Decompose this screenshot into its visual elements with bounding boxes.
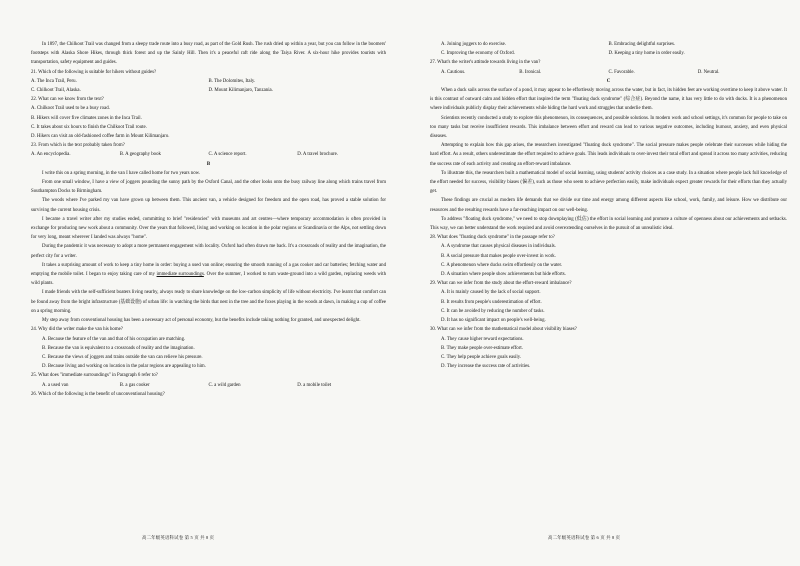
- question-27: 27. What's the writer's attitude towards living in the van?: [430, 60, 541, 66]
- question-30: 30. What can we infer from the mathematical model about visibility biases?: [430, 327, 577, 333]
- question-26-options: [430, 40, 787, 58]
- question-28: 28. What does "floating duck syndrome" in the passage refer to?: [430, 235, 555, 241]
- option: D. Keeping a tiny home in order easily.: [608, 51, 685, 57]
- option: B. They make people over-estimate effort.: [441, 345, 523, 351]
- option: D. Mount Kilimanjaro, Tanzania.: [208, 88, 273, 94]
- question-24: 24. Why did the writer make the van his home?: [31, 327, 123, 333]
- option: C. They help people achieve goals easily.: [441, 354, 522, 360]
- question-23: 23. From which is the text probably taken from?: [31, 143, 125, 149]
- right-column: [430, 40, 787, 371]
- option: A. A syndrome that causes physical diseases in individuals.: [441, 244, 556, 250]
- left-column: [31, 40, 386, 399]
- option: C. Because the views of joggers and trains outside the van can relieve his pressure.: [42, 354, 203, 360]
- option: D. Neutral.: [697, 69, 720, 75]
- text-run: . Over the summer, I worked to turn waste-ground into a wild garden, replacing weeds with wild plants.: [31, 272, 387, 287]
- page-footer-left: 高二年级英语科试卷 第 5 页 共 8 页: [142, 535, 215, 540]
- passage-paragraph: My step away from conventional housing has been a necessary act of personal economy, but the benefits include taking nothing for granted, and unexpected delight.: [42, 318, 361, 324]
- passage-paragraph: I became a travel writer after my studies ended, committing to brief "residencies" with museums and art centres—where temporary accommodation is often provided in exchange for producing new work about a community. Over the years that followed, living and working on location in the polar regions or Scandinavia or the Alps, not settling down for very long, meant wherever I landed was always "home".: [31, 216, 386, 241]
- option: D. A travel brochure.: [297, 152, 339, 158]
- page-footer-right: 高二年级英语科试卷 第 6 页 共 8 页: [548, 535, 621, 540]
- option: A. It is mainly caused by the lack of social support.: [441, 290, 541, 296]
- passage-b-heading: B: [206, 161, 211, 167]
- passage-c-heading: C: [606, 78, 611, 84]
- option: A. They cause higher reward expectations.: [441, 336, 524, 342]
- option: A. The Inca Trail, Peru.: [31, 78, 77, 84]
- passage-paragraph: These findings are crucial as modern life demands that we divide our time and energy among different aspects like school, work, family, and leisure. How we distribute our resources and the resulting rewards have a far-reaching impact on our well-being.: [430, 198, 787, 213]
- option: B. The Dolomites, Italy.: [208, 78, 256, 84]
- passage-paragraph: When a duck sails across the surface of a pond, it may appear to be effortlessly moving across the water, but in fact, its hidden feet are working overtime to keep it above water. It is this contrast of outward calm and hidden effort that inspired the term "floating duck syndrome" (综合症). Beyond the name, it has very little to do with ducks. It is a phenomenon where individuals publicly display their achievements while hiding the hard work and struggles that underlie them.: [430, 88, 787, 112]
- option: C. A science report.: [208, 152, 247, 158]
- option: C. Favorable.: [608, 69, 635, 75]
- option: C. Chilkoot Trail, Alaska.: [31, 88, 81, 94]
- option: D. Because living and working on location in the polar regions are appealing to him.: [42, 364, 206, 370]
- passage-paragraph: Scientists recently conducted a study to explore this phenomenon, its consequences, and possible solutions. In modern work and school settings, it's common for people to take on too many tasks but receive insufficient rewards. This imbalance between effort and reward can lead to various negative outcomes, including burnout, anxiety, and even physical diseases.: [430, 115, 787, 140]
- option: C. A phenomenon where ducks swim effortlessly on the water.: [441, 262, 563, 268]
- option: A. Cautious.: [441, 69, 466, 75]
- option: A. Chilkoot Trail used to be a busy road.: [31, 106, 110, 112]
- option: B. a gas cooker: [119, 382, 150, 388]
- passage-paragraph: Attempting to explain how this gap arises, the researchers investigated "floating duck syndrome". The social pressure makes people celebrate their successes while hiding the hard effort. As a result, others underestimate the effort required to achieve goals. This leads individuals to over-invest their total effort and spread it across too many activities, reducing the success rate of each activity and creating an effort-reward imbalance.: [430, 143, 787, 167]
- option: B. Because the van is equivalent to a crossroads of reality and the imagination.: [42, 345, 195, 351]
- option: B. Embracing delightful surprises.: [608, 42, 676, 47]
- underlined-phrase: immediate surroundings: [156, 272, 204, 278]
- option: C. a wild garden: [208, 382, 241, 388]
- question-21-options: [31, 77, 386, 95]
- option: D. Hikers can visit an old-fashioned coffee farm in Mount Kilimanjaro.: [31, 134, 170, 140]
- option: C. Improving the economy of Oxford.: [441, 51, 515, 57]
- column-gutter: [399, 30, 400, 530]
- option: A. An encyclopedia.: [31, 152, 71, 158]
- question-21: 21. Which of the following is suitable for hikers without guides?: [31, 69, 157, 75]
- option: D. A situation where people show achievements but hide efforts.: [441, 272, 566, 278]
- question-22: 22. What can we know from the text?: [31, 97, 104, 103]
- question-23-options: [31, 150, 386, 159]
- option: D. It has no significant impact on people's well-being.: [441, 318, 546, 324]
- passage-paragraph: To address "floating duck syndrome," we need to stop downplaying (低估) the effort in social learning and promote a culture of openness about our achievements and setbacks. This way, we can better understand the work required and avoid overextending ourselves in the pursuit of an unrealistic ideal.: [430, 216, 787, 232]
- passage-paragraph: I write this on a spring morning, in the van I have called home for two years now.: [42, 170, 201, 176]
- option: C. It takes about six hours to finish the Chilkoot Trail route.: [31, 124, 147, 130]
- option: B. A social pressure that makes people over-invest in work.: [441, 253, 556, 259]
- option: B. Ironical.: [519, 69, 542, 75]
- option: B. It results from people's underestimation of effort.: [441, 299, 542, 305]
- passage-paragraph: The woods where I've parked my van have grown up between them. This ancient van, a vehicle designed for freedom and the open road, has proved a stable solution for surviving the current housing crisis.: [31, 198, 386, 213]
- passage-paragraph: I made friends with the self-sufficient boaters living nearby, always ready to share knowledge on the low-carbon simplicity of life without electricity. I've learnt that comfort can be found away from the bright infrastructure (基础设施) of urban life: in watching the birds that nest in the tree and the foxes playing in the woods at dawn, in making a cup of coffee on a spring morning.: [31, 290, 386, 314]
- option: A. Because the feature of the van and that of his occupation are matching.: [42, 336, 186, 342]
- option: D. a mobile toilet: [297, 382, 332, 388]
- passage-paragraph: During the pandemic it was necessary to adopt a more permanent engagement with locality. Oxford had often drawn me back. It's a crossroads of reality and the imagination, the perfect city for a writer.: [31, 244, 386, 259]
- option: A. a used van: [42, 382, 69, 388]
- question-25: 25. What does "immediate surroundings" in Paragraph 6 refer to?: [31, 373, 158, 379]
- option: C. It can be avoided by reducing the number of tasks.: [441, 308, 545, 314]
- question-27-options: [430, 68, 787, 77]
- option: A. Joining joggers to do exercise.: [441, 42, 506, 47]
- passage-paragraph: From one small window, I have a view of joggers pounding the sunny path by the Oxford Canal, and the other looks onto the busy railway line along which trains travel from Southampton Docks to Birmingham.: [31, 180, 386, 195]
- passage-paragraph: To illustrate this, the researchers built a mathematical model of social learning, using students' activity choices as a case study. In a situation where people lack full knowledge of the effort needed for success, visibility biases (偏差), such as those who seem to achieve perfection easily, make individuals expect greater rewards for their efforts than they actually get.: [430, 170, 787, 195]
- chilkoot-paragraph: In 1897, the Chilkoot Trail was changed from a sleepy trade route into a busy road, as part of the Gold Rush. The rush dried up within a year, but you can follow in the boomers' footsteps with Alaska Shore Hikes, through thick forest and up the Sainly Hill. Then it's a peaceful raft ride along the Taiya River. A six-hour hike provides tourists with transportation, safety equipment and guides.: [31, 42, 386, 66]
- text-run: It takes a surprising amount of work to keep a tiny home in order: buying a used van online; ensuring the smooth running of a gas cooker and car batteries; fetching water and emptying the mobile toilet. I began to enjoy taking care of my: [31, 262, 386, 278]
- option: B. Hikers will cover five climates zones in the Inca Trail.: [31, 115, 142, 121]
- passage-paragraph: [31, 261, 386, 289]
- question-29: 29. What can we infer from the study about the effort-reward imbalance?: [430, 281, 572, 287]
- option: D. They increase the success rate of activities.: [441, 364, 531, 370]
- question-26: 26. Which of the following is the benefit of unconventional housing?: [31, 391, 165, 397]
- option: B. A geography book: [119, 152, 161, 158]
- question-25-options: [31, 381, 386, 390]
